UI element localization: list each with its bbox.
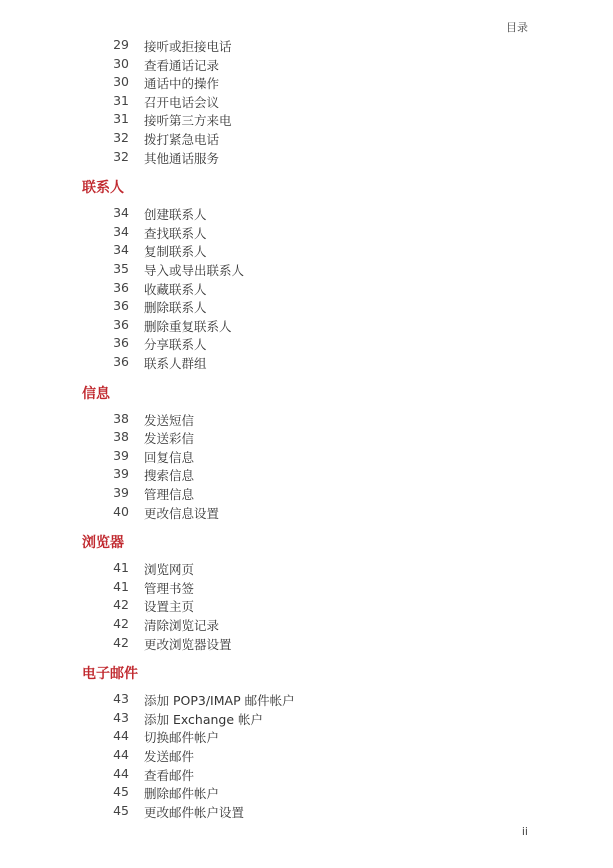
toc-entry-title: 切换邮件帐户: [144, 730, 220, 746]
toc-entry-title: 导入或导出联系人: [144, 263, 245, 278]
toc-entry-title: 其他通话服务: [144, 150, 220, 166]
running-header-title: 目录: [506, 21, 528, 34]
toc-entry-title: 发送邮件: [144, 749, 195, 764]
toc-entry-page: 39: [113, 485, 129, 500]
toc-entry[interactable]: [0, 691, 613, 709]
toc-entry-title: 召开电话会议: [144, 94, 220, 110]
toc-entry-page: 34: [113, 242, 129, 258]
toc-entry[interactable]: [0, 261, 613, 279]
toc-entry-page: 31: [113, 111, 129, 127]
toc-entry-page: 43: [113, 691, 129, 707]
toc-entry-page: 45: [113, 802, 129, 818]
toc-entry-title: 联系人群组: [144, 356, 207, 371]
toc-entry-page: 43: [113, 709, 129, 725]
toc-entry-title: 删除联系人: [144, 300, 207, 316]
toc-entry-title: 发送短信: [144, 412, 195, 428]
toc-entry[interactable]: [0, 354, 613, 372]
toc-entry-page: 36: [113, 335, 129, 351]
toc-entry-page: 45: [113, 784, 129, 800]
toc-entry-page: 42: [113, 597, 129, 613]
toc-entry-page: 36: [113, 316, 129, 332]
toc-entry-page: 44: [113, 765, 129, 781]
toc-entry-title: 浏览网页: [144, 562, 195, 578]
toc-entry-page: 32: [113, 130, 129, 145]
toc-entry-title: 创建联系人: [144, 207, 207, 223]
toc-entry-page: 34: [113, 205, 129, 221]
toc-entry[interactable]: [0, 280, 613, 298]
toc-entry[interactable]: [0, 130, 613, 148]
toc-entry-title: 分享联系人: [144, 337, 207, 353]
toc-entry-page: 34: [113, 223, 129, 239]
toc-entry-page: 42: [113, 634, 129, 650]
toc-entry[interactable]: [0, 111, 613, 129]
toc-entry[interactable]: [0, 485, 613, 503]
toc-entry-title: 查看邮件: [144, 767, 195, 783]
toc-entry[interactable]: [0, 317, 613, 335]
toc-entry-title: 复制联系人: [144, 244, 207, 260]
toc-entry[interactable]: [0, 784, 613, 802]
toc-entry[interactable]: [0, 766, 613, 784]
section-heading: 电子邮件: [82, 666, 138, 683]
section-heading: 联系人: [82, 180, 124, 197]
toc-entry[interactable]: [0, 803, 613, 821]
toc-entry[interactable]: [0, 335, 613, 353]
toc-entry-page: 36: [113, 354, 129, 369]
toc-entry-page: 30: [113, 55, 129, 71]
toc-entry-page: 44: [113, 728, 129, 744]
toc-entry[interactable]: [0, 560, 613, 578]
toc-entry-title: 清除浏览记录: [144, 618, 220, 633]
toc-entry-page: 41: [113, 560, 129, 576]
toc-entry-page: 39: [113, 447, 129, 463]
toc-entry[interactable]: [0, 411, 613, 429]
toc-entry[interactable]: [0, 149, 613, 167]
toc-entry-title: 更改信息设置: [144, 505, 220, 521]
toc-entry-title: 添加 POP3/IMAP 邮件帐户: [144, 693, 295, 709]
toc-entry-title: 收藏联系人: [144, 281, 207, 297]
toc-entry-title: 接听第三方来电: [144, 113, 232, 129]
section-heading: 浏览器: [82, 535, 124, 552]
toc-entry-page: 44: [113, 747, 129, 762]
toc-entry[interactable]: [0, 616, 613, 634]
toc-entry-page: 36: [113, 279, 129, 295]
toc-entry-page: 32: [113, 148, 129, 164]
toc-entry-title: 管理书签: [144, 580, 195, 596]
toc-entry-title: 查看通话记录: [144, 57, 220, 73]
toc-entry-page: 38: [113, 410, 129, 426]
toc-entry[interactable]: [0, 504, 613, 522]
toc-entry[interactable]: [0, 466, 613, 484]
section-heading: 信息: [82, 385, 110, 402]
toc-entry[interactable]: [0, 635, 613, 653]
toc-entry-page: 40: [113, 503, 129, 519]
toc-entry-page: 39: [113, 466, 129, 482]
toc-entry-title: 搜索信息: [144, 468, 195, 484]
page-number: ii: [521, 825, 528, 838]
toc-entry-page: 38: [113, 429, 129, 445]
toc-entry[interactable]: [0, 747, 613, 765]
toc-entry-title: 更改邮件帐户设置: [144, 804, 245, 820]
toc-entry[interactable]: [0, 728, 613, 746]
toc-entry[interactable]: [0, 56, 613, 74]
toc-entry[interactable]: [0, 74, 613, 92]
toc-entry[interactable]: [0, 37, 613, 55]
toc-entry[interactable]: [0, 710, 613, 728]
toc-entry[interactable]: [0, 597, 613, 615]
toc-entry[interactable]: [0, 242, 613, 260]
toc-entry-page: 35: [113, 261, 129, 276]
toc-entry[interactable]: [0, 579, 613, 597]
toc-entry-page: 31: [113, 92, 129, 108]
toc-entry-page: 30: [113, 74, 129, 90]
toc-entry-title: 删除邮件帐户: [144, 786, 220, 802]
toc-entry-title: 接听或拒接电话: [144, 39, 232, 54]
toc-entry[interactable]: [0, 429, 613, 447]
toc-entry-title: 发送彩信: [144, 431, 195, 447]
toc-entry-page: 29: [113, 37, 129, 52]
toc-entry-title: 通话中的操作: [144, 76, 220, 92]
toc-entry-title: 拨打紧急电话: [144, 132, 220, 147]
toc-entry[interactable]: [0, 93, 613, 111]
toc-entry[interactable]: [0, 224, 613, 242]
toc-entry[interactable]: [0, 298, 613, 316]
toc-entry-title: 管理信息: [144, 487, 195, 502]
toc-entry-page: 36: [113, 298, 129, 314]
toc-entry-title: 查找联系人: [144, 225, 207, 241]
toc-entry-title: 添加 Exchange 帐户: [144, 711, 264, 727]
toc-entry-page: 42: [113, 616, 129, 631]
toc-entry-title: 删除重复联系人: [144, 318, 232, 334]
toc-entry[interactable]: [0, 448, 613, 466]
toc-entry-title: 回复信息: [144, 449, 195, 465]
toc-entry-title: 设置主页: [144, 599, 195, 615]
toc-entry[interactable]: [0, 205, 613, 223]
toc-entry-page: 41: [113, 578, 129, 594]
toc-entry-title: 更改浏览器设置: [144, 636, 232, 652]
